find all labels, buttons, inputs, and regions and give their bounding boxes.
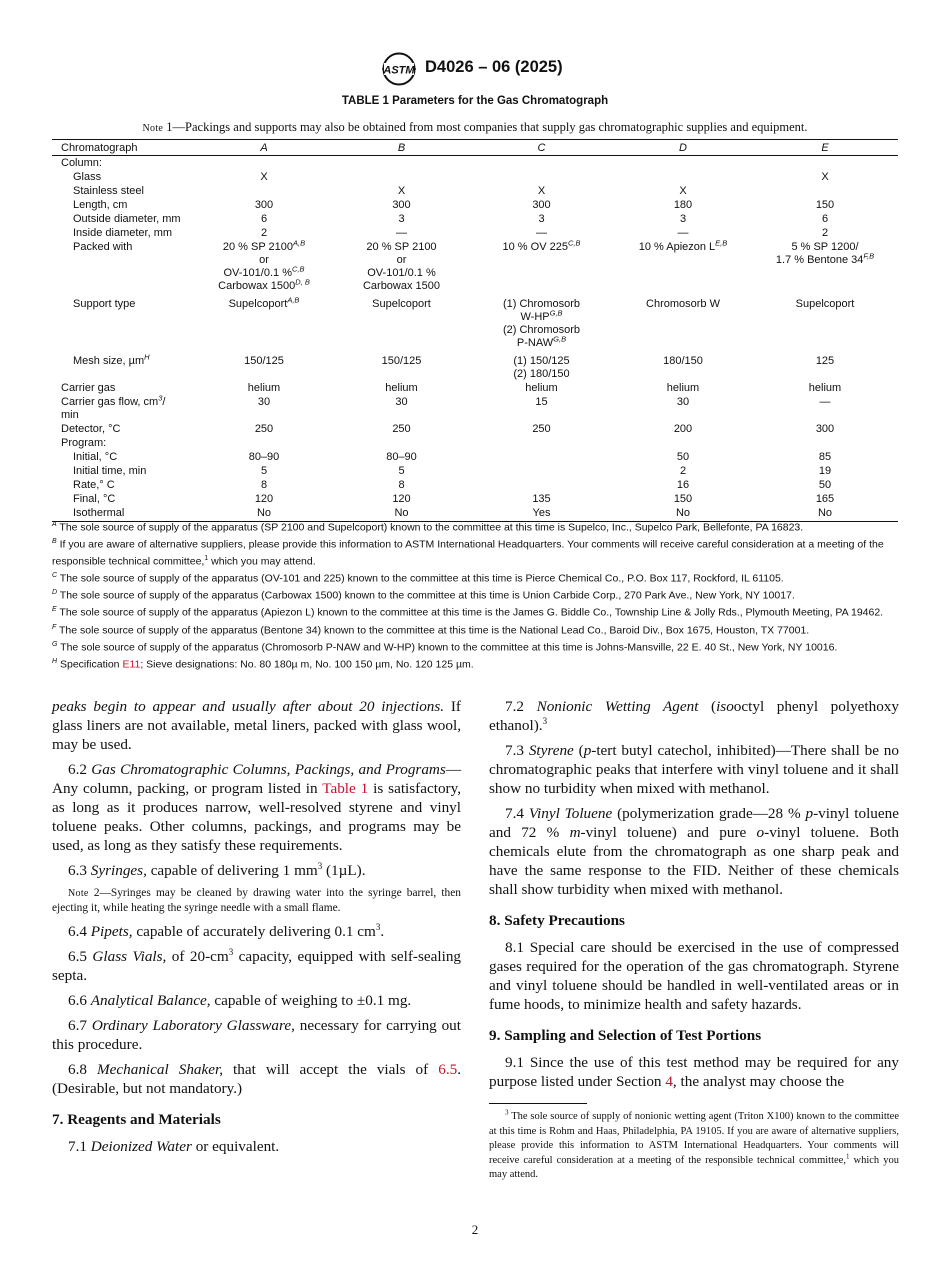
table-cell: 250 (254, 423, 274, 435)
table-cell: 150/125 (381, 355, 422, 367)
right-column (489, 697, 899, 1189)
footnote: $^D$ The sole source of supply of the apparatus (Carbowax 1500) known to the committee at this time is Union Carbide Corp., 270 Park Ave., New York, NY 10017. (52, 589, 795, 602)
table-cell: Supelcoport$^{A,B}$ (228, 295, 300, 310)
section-7-4: 7.4 Vinyl Toluene (polymerization grade—28 % p-vinyl toluene and 72 % m-vinyl toluene) and pure o-vinyl toluene. Both chemicals elute from the chromatograph as one sharp peak and have the same response to the FID. Neither of these chemicals shall show turbidity when mixed with methanol. (489, 805, 899, 898)
table-cell: 180/150 (663, 355, 703, 367)
paragraph: peaks begin to appear and usually after about 20 injections. If glass liners are not available, metal liners, packed with glass wool, may be used. (52, 698, 461, 753)
table-cell: Supelcoport (372, 298, 431, 310)
table-cell: helium (525, 382, 558, 394)
column-header: B (334, 141, 469, 156)
section-7-heading: 7. Reagents and Materials (52, 1111, 221, 1128)
table-cell: 165 (815, 493, 835, 505)
table-cell: 6 (260, 213, 268, 225)
table-cell: helium (666, 382, 700, 394)
table-cell: 120 (392, 493, 411, 505)
table-row (52, 297, 898, 354)
left-column (52, 697, 461, 1162)
table-cell: 120 (254, 493, 274, 505)
row-label: Detector, °C (61, 423, 121, 435)
table-cell: 180 (673, 199, 693, 211)
table-cell: 20 % SP $2100^{A,B}$ or OV-101/0.1 %$^{C,B}$ Carbowax $1500^{D, B}$ (218, 238, 310, 292)
row-label: Program: (61, 437, 107, 449)
table-row (52, 436, 898, 450)
footnote: $^A$ The sole source of supply of the apparatus (SP 2100 and Supelcoport) known to the committee at this time is Supelco, Inc., Supelco Park, Bellefonte, PA 16823. (52, 521, 804, 534)
table-cell: — (396, 227, 407, 239)
table-cell (469, 170, 614, 184)
table-cell: — (677, 227, 689, 239)
table-row (52, 478, 898, 492)
table-cell: Yes (469, 506, 614, 522)
standard-designation: D4026 – 06 (2025) (425, 58, 563, 76)
row-label: Carrier gas flow, $cm^3/$ min (61, 393, 166, 421)
footnote-3: $^3$ The sole source of supply of nonionic wetting agent (Triton X100) known to the committee at this time is Rohm and Haas, Philadelphia, PA 19105. If you are aware of alternative suppliers, please provide this information to ASTM International Headquarters. Your comments will receive careful consideration at a meeting of the responsible technical committee,$^1$ which you may attend. (489, 1108, 899, 1180)
section-7-1: 7.1 Deionized Water or equivalent. (68, 1138, 280, 1155)
row-label: Initial, °C (73, 451, 118, 463)
astm-logo-icon (379, 52, 419, 86)
table-cell: 2 (679, 465, 687, 477)
table-row (52, 156, 898, 171)
page-number: 2 (471, 1222, 479, 1237)
spec-e11-link[interactable]: E11 (122, 658, 141, 671)
section-4-link[interactable]: 4 (665, 1073, 673, 1090)
table-cell: 50 (818, 479, 832, 491)
table-cell: Chromosorb W (646, 298, 720, 310)
footnote: $^B$ If you are aware of alternative suppliers, please provide this information to ASTM International Headquarters. Your comments will receive careful consideration at a meeting of the responsible technical committee,$^1$ which you may attend. (52, 538, 884, 568)
row-label: Isothermal (52, 506, 194, 522)
section-6-2: 6.2 Gas Chromatographic Columns, Packings, and Programs—Any column, packing, or program listed in Table 1 is satisfactory, as long as it produces narrow, well-resolved styrene and vinyl toluene peaks. Other columns, packings, and programs may be used, as long as they satisfy these requirements. (52, 761, 461, 854)
row-label: Outside diameter, mm (73, 213, 181, 225)
page-header (0, 52, 950, 86)
table-cell: 3 (538, 213, 545, 225)
section-6-7: 6.7 Ordinary Laboratory Glassware, necessary for carrying out this procedure. (52, 1017, 462, 1053)
table-cell: 300 (392, 199, 411, 211)
table-row (52, 422, 898, 436)
table-cell: No (752, 506, 898, 522)
table-cell: — (819, 396, 831, 408)
column-header: D (614, 141, 752, 156)
section-8-1: 8.1 Special care should be exercised in the use of compressed gases required for the operation of the gas chromatograph. Styrene and vinyl toluene should be handled in well-ventilated areas or in fume hoods, to minimize health and safety hazards. (489, 939, 899, 1013)
section-9-1: 9.1 Since the use of this test method may be required for any purpose listed under Section 4, the analyst may choose the (489, 1054, 899, 1090)
table-cell: X (679, 185, 687, 197)
table-cell: 150/125 (244, 355, 284, 367)
table-row (52, 212, 898, 226)
section-6-4: 6.4 Pipets, capable of accurately delivering 0.1 $cm^3$. (68, 921, 385, 940)
table-cell: 300 (254, 199, 274, 211)
column-header: C (469, 141, 614, 156)
section-6-5: 6.5 Glass Vials, of $20-cm^3$ capacity, equipped with self-sealing septa. (52, 946, 462, 984)
table-cell: 16 (676, 479, 690, 491)
table-top-rule (52, 139, 898, 140)
table-cell: helium (385, 382, 418, 394)
table-cell: 20 % SP 2100 or OV-101/0.1 % Carbowax 1500 (362, 241, 441, 292)
footnote: $^F$ The sole source of supply of the apparatus (Bentone 34) known to the committee at this time is the National Lead Co., Baroid Div., Box 1675, Houston, TX 77001. (52, 623, 810, 637)
row-label: Inside diameter, mm (73, 227, 173, 239)
table-cell: X (397, 185, 406, 197)
table-cell: 15 (535, 396, 548, 408)
table-cell: 30 (676, 396, 690, 408)
table-1-link[interactable]: Table 1 (322, 780, 369, 797)
table-cell: 250 (392, 423, 411, 435)
section-8-heading: 8. Safety Precautions (489, 912, 625, 929)
table-footnotes (52, 518, 898, 672)
table-cell (469, 464, 614, 478)
table-cell: X (260, 171, 268, 183)
table-cell: (1) Chromosorb $W-HP^{G,B}$ (2) Chromosorb $P-NAW^{G,B}$ (502, 298, 581, 349)
row-label: Mesh size, µm$^H$ (73, 352, 150, 367)
table-cell: X (821, 171, 829, 183)
footnote: $^E$ The sole source of supply of the apparatus (Apiezon L) known to the committee at this time is the James G. Biddle Co., Township Line & Jolly Rds., Plymouth Meeting, PA 19462. (52, 606, 884, 619)
table-row (52, 492, 898, 506)
table-row (52, 464, 898, 478)
table-cell (334, 170, 469, 184)
table-cell: helium (808, 382, 842, 394)
table-cell: (1) 150/125 (2) 180/150 (513, 355, 570, 380)
table-cell: 80–90 (386, 451, 417, 463)
table-title: TABLE 1 Parameters for the Gas Chromatograph (341, 95, 609, 107)
section-9-heading: 9. Sampling and Selection of Test Portions (489, 1027, 762, 1044)
table-cell (752, 184, 898, 198)
row-label: Initial time, min (73, 465, 147, 477)
column-header: E (752, 141, 898, 156)
parameters-table (52, 141, 898, 522)
table-cell: 10 % Apiezon $L^{E,B}$ (638, 238, 728, 253)
table-cell: 2 (260, 227, 268, 239)
table-cell: 3 (398, 213, 405, 225)
table-cell: 150 (673, 493, 693, 505)
table-cell: 5 (260, 465, 268, 477)
table-cell: 135 (532, 493, 551, 505)
table-cell: 200 (673, 423, 693, 435)
section-6-3: 6.3 Syringes, capable of delivering 1 $mm^3$ (1µL). (68, 860, 366, 879)
section-6-8: 6.8 Mechanical Shaker, that will accept the vials of 6.5. (Desirable, but not mandatory.) (52, 1061, 461, 1097)
table-row (52, 170, 898, 184)
table-cell: Supelcoport (795, 298, 855, 310)
svg-text:ASTM: ASTM (383, 64, 415, 77)
section-6-6: 6.6 Analytical Balance, capable of weighing to ±0.1 mg. (68, 992, 412, 1009)
table-cell: 5 (398, 465, 405, 477)
section-7-2: 7.2 Nonionic Wetting Agent (isooctyl phenyl polyethoxy ethanol).$^3$ (489, 698, 899, 734)
footnote: $^H$ Specification E11; Sieve designations: No. 80 180µ m, No. 100 150 µm, No. 120 125 µm. (52, 657, 474, 671)
note-2: Note 2—Syringes may be cleaned by drawing water into the syringe barrel, then ejecting it, while heating the syringe needle with a small flame. (52, 887, 461, 914)
table-row (52, 240, 898, 297)
row-label: Carrier gas (61, 382, 116, 394)
table-row (52, 198, 898, 212)
table-cell (469, 450, 614, 464)
table-cell: 250 (532, 423, 551, 435)
table-cell: 85 (818, 451, 832, 463)
row-label: Packed with (73, 241, 133, 253)
table-cell: 150 (815, 199, 835, 211)
table-cell: 125 (815, 355, 835, 367)
table-cell: 30 (395, 396, 408, 408)
row-label: Stainless steel (73, 185, 144, 197)
row-label: Length, cm (73, 199, 128, 211)
table-cell: 10 % OV $225^{C,B}$ (502, 238, 581, 253)
table-cell (469, 478, 614, 492)
section-7-3: 7.3 Styrene (p-tert butyl catechol, inhibited)—There shall be no chromatographic peaks that interfere with vinyl toluene and it shall show no turbidity when mixed with methanol. (489, 742, 899, 797)
table-cell: 6 (821, 213, 829, 225)
table-note: Note 1—Packings and supports may also be obtained from most companies that supply gas chromatographic supplies and equipment. (142, 120, 808, 134)
table-cell: No (194, 506, 334, 522)
table-cell: 30 (257, 396, 271, 408)
table-cell: 8 (398, 479, 405, 491)
table-cell: helium (247, 382, 281, 394)
table-cell: No (334, 506, 469, 522)
table-cell: 50 (676, 451, 690, 463)
row-label: Support type (73, 298, 136, 310)
table-cell: 5 % SP 1200/ 1.7 % Bentone $34^{F,B}$ (775, 241, 875, 266)
footnote: $^C$ The sole source of supply of the apparatus (OV-101 and 225) known to the committee at this time is Pierce Chemical Co., P.O. Box 117, Rockford, IL 61105. (52, 572, 784, 585)
table-cell: 300 (532, 199, 551, 211)
column-header: A (194, 141, 334, 156)
table-header-row (52, 141, 898, 156)
footnote-rule (489, 1103, 587, 1104)
table-cell: No (614, 506, 752, 522)
table-row (52, 226, 898, 240)
table-cell: 80–90 (248, 451, 280, 463)
row-label: Rate,° C (73, 479, 115, 491)
table-cell: 3 (679, 213, 687, 225)
table-cell: 2 (821, 227, 829, 239)
table-row (52, 381, 898, 395)
column-header: Chromatograph (52, 141, 194, 156)
table-cell (614, 170, 752, 184)
table-row (52, 395, 898, 422)
row-label: Glass (73, 171, 102, 183)
section-6-5-link[interactable]: 6.5 (438, 1061, 458, 1078)
row-label: Final, °C (73, 493, 116, 505)
table-cell (194, 184, 334, 198)
table-row (52, 184, 898, 198)
table-row (52, 450, 898, 464)
table-cell: X (537, 185, 546, 197)
table-cell: 8 (260, 479, 268, 491)
table-row (52, 354, 898, 381)
row-label: Column: (61, 157, 102, 169)
table-cell: 19 (818, 465, 832, 477)
footnote: $^G$ The sole source of supply of the apparatus (Chromosorb P-NAW and W-HP) known to the committee at this time is Johns-Mansville, 22 E. 40 St., New York, NY 10016. (52, 640, 838, 654)
table-cell: 300 (815, 423, 835, 435)
table-cell: — (536, 227, 547, 239)
